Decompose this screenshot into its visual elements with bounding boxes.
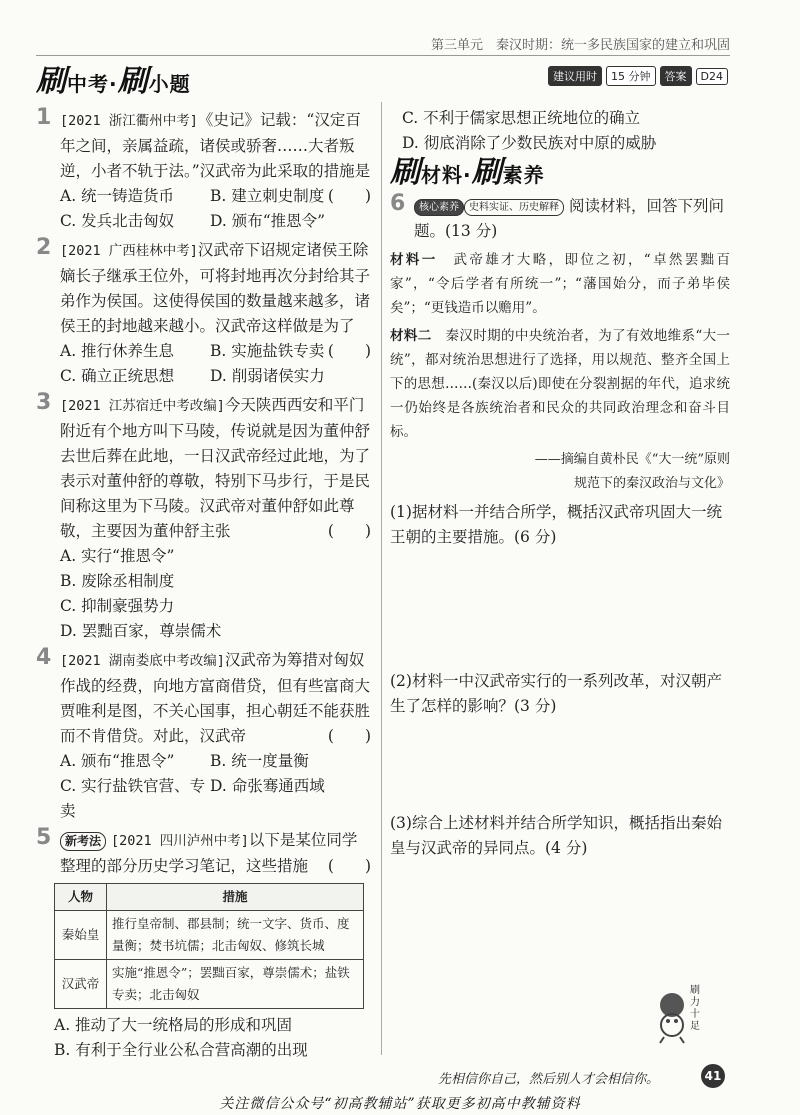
- question-5: [36, 825, 371, 879]
- table-header-person: 人物: [55, 884, 107, 911]
- column-divider: [381, 102, 382, 1055]
- answer-page: D24: [696, 68, 728, 85]
- question-number: 3: [36, 390, 52, 415]
- mascot-caption: 刷力十足: [690, 985, 700, 1032]
- sub-question-1: (1)据材料一并结合所学，概括汉武帝巩固大一统王朝的主要措施。(6 分): [390, 503, 722, 546]
- material-text: 秦汉时期的中央统治者，为了有效地维系“大一统”，都对统治思想进行了选择，用以规范、整齐全国上下的思想……(秦汉以后)即使在分裂割据的年代，追求统一仍始终是各族统治者和民众的共同政治理念和奋斗目标。: [390, 328, 731, 440]
- section-word: 小题: [148, 72, 191, 96]
- table-row: [55, 911, 364, 960]
- right-column: [390, 106, 730, 861]
- option-b[interactable]: B. 统一度量衡: [210, 752, 309, 770]
- option-d[interactable]: D. 削弱诸侯实力: [210, 367, 325, 385]
- answer-space-1[interactable]: [390, 550, 730, 665]
- citation-line-1: ——摘编自黄朴民《“大一统”原则: [534, 452, 730, 467]
- option-a[interactable]: A. 颁布“推恩令”: [60, 752, 175, 770]
- question-number: 5: [36, 825, 52, 850]
- option-c[interactable]: C. 抑制豪强势力: [60, 597, 175, 615]
- footer-note: 关注微信公众号“初高教辅站”获取更多初高中教辅资料: [219, 1096, 581, 1112]
- question-number: 6: [390, 191, 406, 216]
- brush-glyph: 刷: [117, 64, 149, 99]
- section-title-exam: [36, 56, 191, 100]
- option-a[interactable]: A. 实行“推恩令”: [60, 547, 175, 565]
- table-header-measures: 措施: [107, 884, 364, 911]
- brush-glyph: 刷: [36, 64, 67, 99]
- question-source: [2021 浙江衢州中考]: [60, 113, 198, 129]
- new-method-tag: 新考法: [60, 832, 106, 851]
- question-source: [2021 江苏宿迁中考改编]: [60, 398, 225, 414]
- material-label: 材料二: [390, 328, 432, 344]
- option-d[interactable]: D. 命张骞通西域: [210, 777, 325, 795]
- brush-glyph: 刷: [390, 155, 421, 190]
- time-answer-meta: [548, 66, 728, 86]
- question-number: 2: [36, 235, 52, 260]
- time-value: 15 分钟: [606, 66, 656, 86]
- question-source: [2021 湖南娄底中考改编]: [60, 653, 225, 669]
- question-1: [36, 105, 371, 234]
- answer-blank[interactable]: ( ): [327, 342, 371, 360]
- option-b[interactable]: B. 废除丞相制度: [60, 572, 175, 590]
- question-4: [36, 645, 371, 824]
- table-row: [55, 960, 364, 1009]
- question-stem: 汉武帝下诏规定诸侯王除嫡长子继承王位外，可将封地再次分封给其子弟作为侯国。这使得侯国的数量越来越多，诸侯王的封地越来越小。汉武帝这样做是为了: [60, 241, 371, 335]
- answer-label: 答案: [660, 66, 692, 86]
- option-b[interactable]: B. 有利于全行业公私合营高潮的出现: [54, 1041, 308, 1059]
- option-a[interactable]: A. 统一铸造货币: [60, 187, 175, 205]
- brush-glyph: 刷: [471, 155, 503, 190]
- option-c[interactable]: C. 发兵北击匈奴: [60, 212, 175, 230]
- separator-dot: ·: [109, 72, 118, 96]
- question-source: [2021 广西桂林中考]: [60, 243, 198, 259]
- material-text: 武帝雄才大略，即位之初，“卓然罢黜百家”，“令后学者有所统一”；“藩国始分，而子弟毕侯矣”；“更钱造币以赡用”。: [390, 252, 731, 316]
- answer-blank[interactable]: ( ): [327, 187, 371, 205]
- material-2: [390, 324, 730, 444]
- table-cell-measures: 实施“推恩令”；罢黜百家，尊崇儒术；盐铁专卖；北击匈奴: [107, 960, 364, 1009]
- table-cell-measures: 推行皇帝制、郡县制；统一文字、货币、度量衡；焚书坑儒；北击匈奴、修筑长城: [107, 911, 364, 960]
- question-2: [36, 235, 371, 389]
- option-a[interactable]: A. 推行休养生息: [60, 342, 175, 360]
- time-label: 建议用时: [548, 66, 602, 86]
- material-1: [390, 248, 730, 320]
- section-title-material: [390, 155, 730, 190]
- answer-blank[interactable]: ( ): [327, 727, 371, 745]
- core-literacy-badge: 核心素养: [414, 199, 464, 216]
- question-stem: 汉武帝为筹措对匈奴作战的经费，向地方富商借贷，但有些富商大贾唯利是图，不关心国事，担心朝廷不能获胜而不肯借贷。对此，汉武帝: [60, 651, 371, 745]
- option-a[interactable]: A. 推动了大一统格局的形成和巩固: [54, 1016, 293, 1034]
- notes-table: [54, 883, 364, 1009]
- question-stem: 今天陕西西安和平门附近有个地方叫下马陵，传说就是因为董仲舒去世后葬在此地，一日汉武帝经过此地，为了表示对董仲舒的尊敬，特别下马步行，于是民间称这里为下马陵。汉武帝对董仲舒如此尊敬，主要因为董仲舒主张: [60, 396, 371, 540]
- question-number: 4: [36, 645, 52, 670]
- left-column: [36, 105, 371, 1063]
- question-3: [36, 390, 371, 644]
- table-cell-person: 秦始皇: [55, 911, 107, 960]
- answer-space-2[interactable]: [390, 719, 730, 807]
- option-b[interactable]: B. 实施盐铁专卖: [210, 342, 325, 360]
- citation-line-2: 规范下的秦汉政治与文化》: [573, 476, 730, 491]
- sub-question-2: (2)材料一中汉武帝实行的一系列改革，对汉朝产生了怎样的影响？(3 分): [390, 672, 722, 715]
- section-word: 素养: [502, 163, 545, 187]
- option-c[interactable]: C. 实行盐铁官营、专卖: [60, 777, 206, 820]
- option-c[interactable]: C. 不利于儒家思想正统地位的确立: [402, 109, 641, 127]
- option-d[interactable]: D. 颁布“推恩令”: [210, 212, 326, 230]
- question-6: [390, 191, 730, 244]
- question-stem: 阅读材料，回答下列问题。(13 分): [414, 197, 724, 240]
- skill-badge: 史料实证、历史解释: [464, 199, 564, 216]
- question-stem: 《史记》记载：“汉定百年之间，亲属益疏，诸侯或骄奢……大者叛逆，小者不轨于法。”汉武帝为此采取的措施是: [60, 111, 371, 180]
- separator-dot: ·: [463, 163, 472, 187]
- material-label: 材料一: [390, 252, 438, 268]
- sub-question-3: (3)综合上述材料并结合所学知识，概括指出秦始皇与汉武帝的异同点。(4 分): [390, 814, 722, 857]
- page-number: 41: [701, 1064, 725, 1088]
- section-word: 中考: [67, 72, 109, 96]
- question-stem: 以下是某位同学整理的部分历史学习笔记，这些措施: [60, 831, 358, 875]
- motto-text: 先相信你自己，然后别人才会相信你。: [438, 1072, 660, 1087]
- table-cell-person: 汉武帝: [55, 960, 107, 1009]
- answer-blank[interactable]: ( ): [327, 857, 371, 875]
- mascot-illustration: [650, 985, 710, 1049]
- section-word: 材料: [421, 163, 463, 187]
- option-c[interactable]: C. 确立正统思想: [60, 367, 175, 385]
- answer-blank[interactable]: ( ): [327, 522, 371, 540]
- option-d[interactable]: D. 彻底消除了少数民族对中原的威胁: [402, 134, 657, 152]
- option-b[interactable]: B. 建立刺史制度: [210, 187, 325, 205]
- option-d[interactable]: D. 罢黜百家，尊崇儒术: [60, 622, 222, 640]
- question-number: 1: [36, 105, 52, 130]
- unit-header: 第三单元 秦汉时期：统一多民族国家的建立和巩固: [430, 38, 730, 53]
- question-source: [2021 四川泸州中考]: [110, 833, 249, 849]
